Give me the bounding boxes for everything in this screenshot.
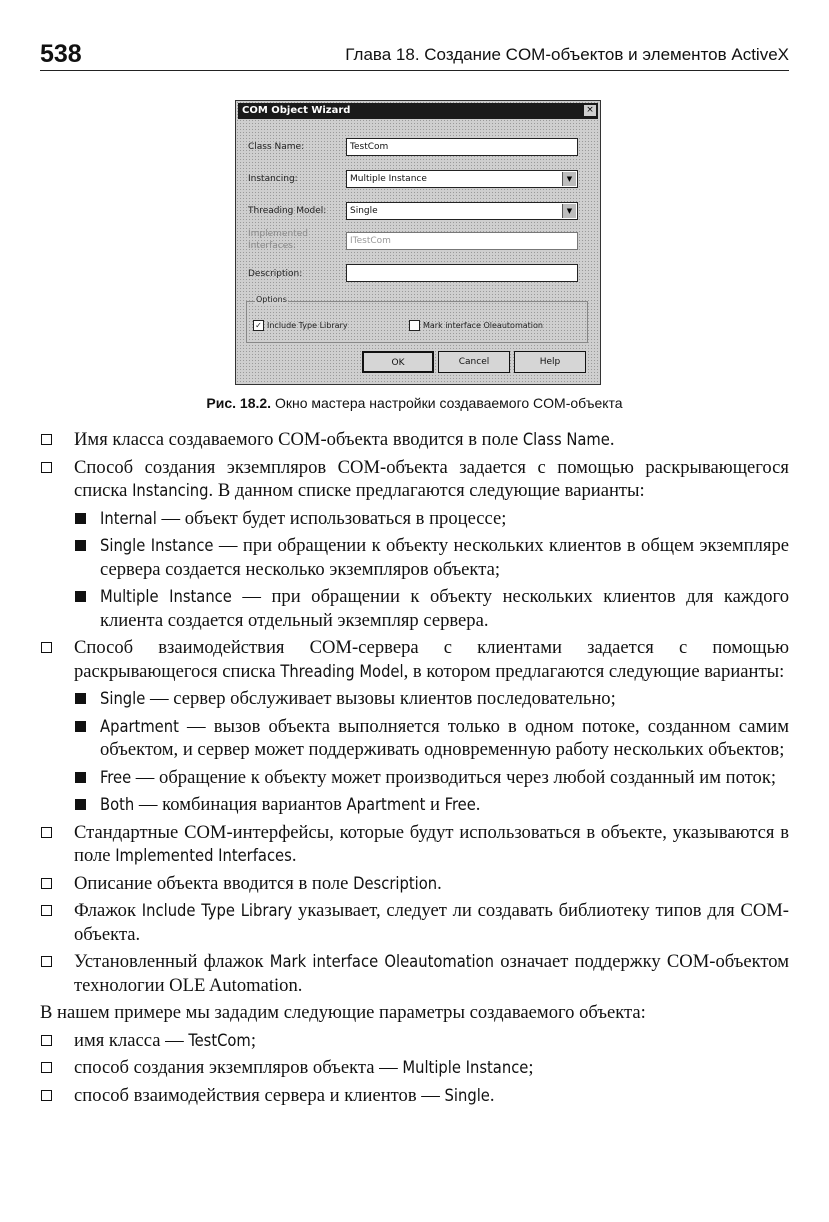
checkbox-bullet-icon [41, 956, 52, 967]
dialog-title: COM Object Wizard [242, 105, 351, 116]
keyword: Threading Model [280, 661, 404, 681]
running-title: Глава 18. Создание COM-объектов и элементов ActiveX [345, 45, 789, 64]
text: способ создания экземпляров объекта — [74, 1057, 403, 1078]
options-group [246, 295, 588, 343]
figure-caption [40, 394, 789, 412]
text: — объект будет использоваться в процессе; [156, 507, 507, 529]
keyword: Multiple Instance [402, 1058, 529, 1077]
square-bullet-icon [75, 591, 86, 602]
checkbox-bullet-icon [41, 905, 52, 916]
list-item [40, 899, 789, 946]
sub-list-item [40, 585, 789, 632]
sub-list-item [40, 507, 789, 531]
sub-list-item [40, 687, 789, 711]
text: ; [528, 1057, 534, 1078]
list-item [40, 1056, 789, 1080]
square-bullet-icon [75, 772, 86, 783]
checkbox-unchecked-icon[interactable] [409, 320, 420, 331]
text: . [291, 845, 297, 866]
cancel-button[interactable]: Cancel [438, 351, 510, 373]
checkbox-bullet-icon [41, 462, 52, 473]
list-item [40, 636, 789, 683]
ok-button[interactable]: OK [362, 351, 434, 373]
text: имя класса — [74, 1029, 189, 1051]
text: способ взаимодействия сервера и клиентов — [74, 1084, 445, 1106]
keyword: Apartment [346, 795, 426, 814]
keyword: Single [100, 689, 146, 708]
options-legend: Options [256, 295, 287, 304]
text: — обращение к объекту может производиться через любой созданный им поток; [131, 766, 777, 788]
square-bullet-icon [75, 721, 86, 732]
text: указывает, следует ли создавать библиотеку типов для COM-объекта. [74, 900, 789, 945]
implemented-interfaces-label: Implemented Interfaces: [248, 229, 308, 251]
list-item [40, 456, 789, 503]
page-header [40, 40, 789, 71]
instancing-value: Multiple Instance [350, 174, 427, 184]
keyword: Single [444, 1085, 490, 1105]
keyword: Internal [100, 508, 157, 528]
text: — при обращении к объекту нескольких клиентов для каждого клиента создается отдельный экземпляр сервера. [100, 586, 789, 631]
keyword: Description [353, 873, 438, 893]
threading-model-value: Single [350, 206, 378, 216]
square-bullet-icon [75, 799, 86, 810]
implemented-interfaces-input: ITestCom [346, 232, 578, 250]
keyword: Class Name [522, 430, 610, 449]
mark-oleautomation-checkbox[interactable] [409, 320, 543, 332]
keyword: Include Type Library [141, 901, 293, 920]
threading-model-label: Threading Model: [248, 206, 327, 216]
chevron-down-icon[interactable]: ▼ [562, 204, 576, 218]
list-item [40, 821, 789, 868]
paragraph: В нашем примере мы зададим следующие параметры создаваемого объекта: [40, 1002, 646, 1023]
keyword: Mark interface Oleautomation [269, 952, 495, 971]
text: . [489, 1084, 495, 1106]
keyword: Single Instance [100, 536, 214, 555]
keyword: Both [100, 795, 135, 814]
keyword: Free [444, 795, 476, 814]
text: и [425, 794, 445, 815]
description-label: Description: [248, 269, 303, 279]
figure-caption-text: Окно мастера настройки создаваемого COM-объекта [274, 395, 623, 411]
square-bullet-icon [75, 693, 86, 704]
description-input[interactable] [346, 264, 578, 282]
page-number: 538 [40, 40, 82, 68]
text: Способ создания экземпляров COM-объекта задается с помощью раскрывающегося списка [74, 456, 789, 501]
text: . [609, 429, 615, 450]
checkbox-bullet-icon [41, 642, 52, 653]
threading-model-select[interactable] [346, 202, 578, 220]
include-type-library-label: Include Type Library [267, 321, 348, 330]
text: Флажок [74, 900, 142, 921]
list-item [40, 1084, 789, 1108]
text: — комбинация вариантов [134, 794, 347, 815]
checkbox-bullet-icon [41, 878, 52, 889]
class-name-input[interactable]: TestCom [346, 138, 578, 156]
keyword: Implemented Interfaces [115, 846, 292, 865]
sub-list-item [40, 793, 789, 817]
com-object-wizard-dialog [235, 100, 601, 385]
list-item [40, 428, 789, 452]
figure-label: Рис. 18.2. [206, 395, 272, 411]
checkbox-bullet-icon [41, 1090, 52, 1101]
include-type-library-checkbox[interactable] [253, 320, 348, 332]
text: , в котором предлагаются следующие варианты: [403, 660, 785, 682]
text: Имя класса создаваемого COM-объекта вводится в поле [74, 429, 523, 450]
checkbox-bullet-icon [41, 434, 52, 445]
text: Способ взаимодействия COM-сервера с клиентами задается с помощью раскрывающегося списка [74, 637, 789, 682]
text: — сервер обслуживает вызовы клиентов последовательно; [145, 688, 616, 709]
text: Описание объекта вводится в поле [74, 872, 354, 894]
text: означает поддержку COM-объектом технологии OLE Automation. [74, 951, 789, 996]
text: . [437, 872, 442, 894]
keyword: Apartment [100, 716, 179, 736]
body-text [40, 428, 789, 1111]
checkbox-bullet-icon [41, 1062, 52, 1073]
square-bullet-icon [75, 513, 86, 524]
checkbox-checked-icon[interactable]: ✓ [253, 320, 264, 331]
help-button[interactable]: Help [514, 351, 586, 373]
text: Установленный флажок [74, 951, 270, 972]
mark-oleautomation-label: Mark interface Oleautomation [423, 321, 543, 330]
checkbox-bullet-icon [41, 827, 52, 838]
instancing-label: Instancing: [248, 174, 298, 184]
sub-list-item [40, 766, 789, 790]
list-item [40, 950, 789, 997]
text: Стандартные COM-интерфейсы, которые будут использоваться в объекте, указываются в поле [74, 821, 789, 866]
instancing-select[interactable] [346, 170, 578, 188]
chevron-down-icon[interactable]: ▼ [562, 172, 576, 186]
dialog-title-bar [238, 103, 598, 119]
text: . [475, 794, 481, 815]
checkbox-bullet-icon [41, 1035, 52, 1046]
sub-list-item [40, 534, 789, 581]
text: . В данном списке предлагаются следующие варианты: [208, 480, 645, 501]
sub-list-item [40, 715, 789, 762]
square-bullet-icon [75, 540, 86, 551]
keyword: Multiple Instance [100, 587, 232, 606]
class-name-label: Class Name: [248, 142, 305, 152]
text: — при обращении к объекту нескольких клиентов в общем экземпляре сервера создается несколько экземпляров объекта; [100, 535, 789, 580]
text: — вызов объекта выполняется только в одном потоке, созданном самим объектом, и сервер может поддерживать одновременную работу нескольких объектов; [100, 715, 789, 760]
keyword: TestCom [188, 1030, 251, 1050]
text: ; [250, 1029, 256, 1051]
keyword: Instancing [132, 481, 209, 500]
keyword: Free [100, 767, 132, 787]
list-item [40, 1029, 789, 1053]
list-item [40, 872, 789, 896]
close-icon[interactable]: × [584, 105, 596, 116]
